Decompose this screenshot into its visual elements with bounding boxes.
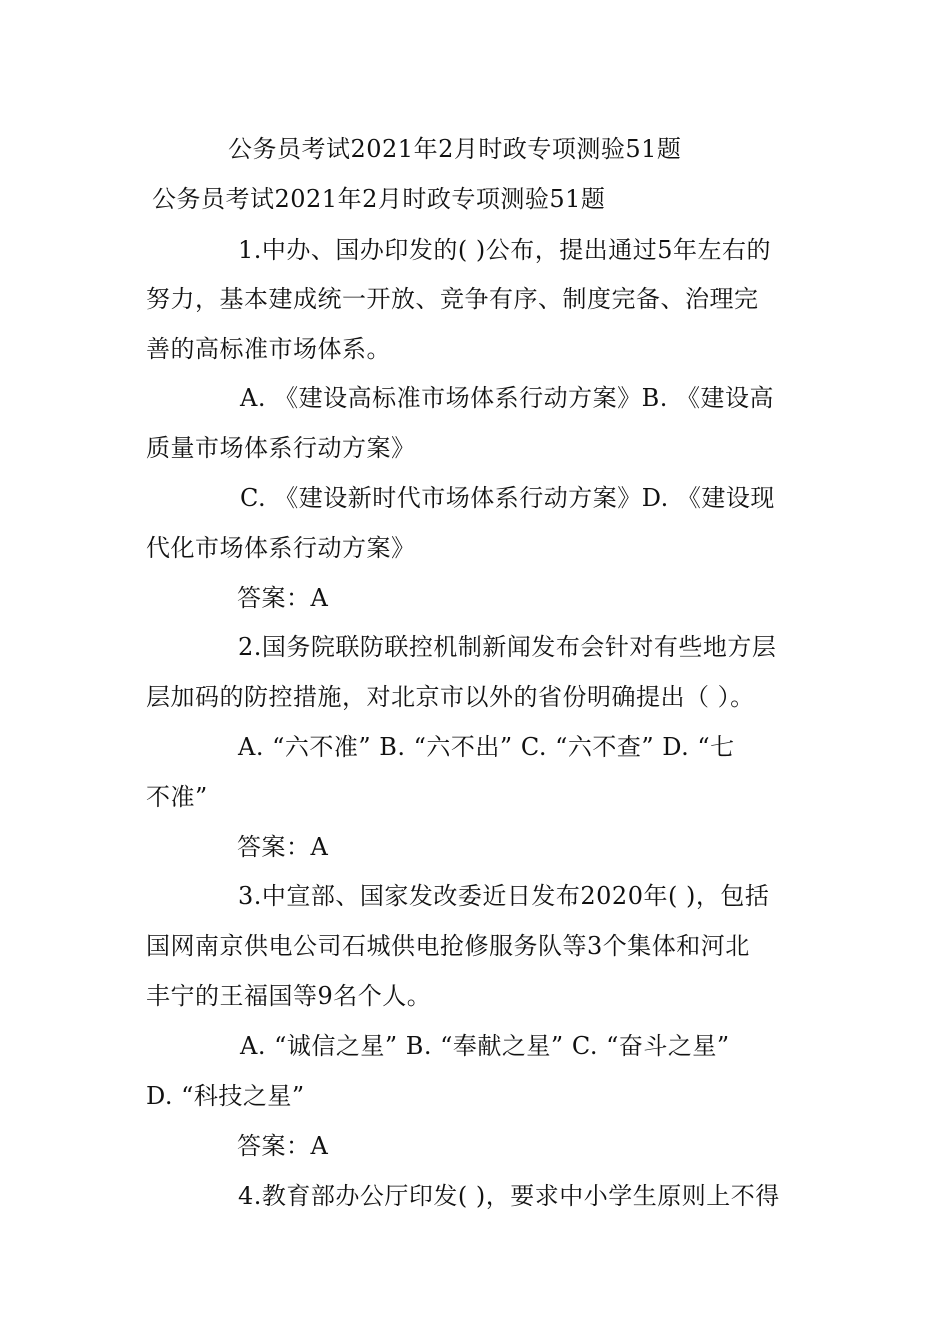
- question-1-answer: 答案：A: [237, 584, 329, 612]
- question-1-options-line-4: 代化市场体系行动方案》: [146, 534, 416, 562]
- document-title: 公务员考试2021年2月时政专项测验51题: [228, 135, 682, 163]
- document-subtitle: 公务员考试2021年2月时政专项测验51题: [152, 185, 606, 213]
- question-1-stem-line-1: 1.中办、国办印发的( )公布，提出通过5年左右的: [238, 236, 772, 264]
- question-3-stem-line-2: 国网南京供电公司石城供电抢修服务队等3个集体和河北: [146, 932, 750, 960]
- question-4-stem-line-1: 4.教育部办公厅印发( )，要求中小学生原则上不得: [238, 1182, 780, 1210]
- question-1-options-line-3: C. 《建设新时代市场体系行动方案》D. 《建设现: [240, 484, 775, 512]
- question-3-options-line-2: D. “科技之星”: [146, 1082, 305, 1110]
- question-3-answer: 答案：A: [237, 1132, 329, 1160]
- question-2-answer: 答案：A: [237, 833, 329, 861]
- question-1-stem-line-3: 善的高标准市场体系。: [146, 335, 391, 363]
- question-1-options-line-1: A. 《建设高标准市场体系行动方案》B. 《建设高: [240, 384, 774, 412]
- question-2-options-line-2: 不准”: [146, 783, 208, 811]
- question-2-stem-line-1: 2.国务院联防联控机制新闻发布会针对有些地方层: [238, 633, 777, 661]
- question-3-stem-line-1: 3.中宣部、国家发改委近日发布2020年( )，包括: [238, 882, 770, 910]
- question-3-options-line-1: A. “诚信之星” B. “奉献之星” C. “奋斗之星”: [240, 1032, 730, 1060]
- question-1-stem-line-2: 努力，基本建成统一开放、竞争有序、制度完备、治理完: [146, 285, 759, 313]
- question-3-stem-line-3: 丰宁的王福国等9名个人。: [146, 982, 432, 1010]
- question-2-stem-line-2: 层加码的防控措施，对北京市以外的省份明确提出（ ）。: [146, 683, 755, 711]
- question-2-options-line-1: A. “六不准” B. “六不出” C. “六不查” D. “七: [238, 733, 735, 761]
- question-1-options-line-2: 质量市场体系行动方案》: [146, 434, 416, 462]
